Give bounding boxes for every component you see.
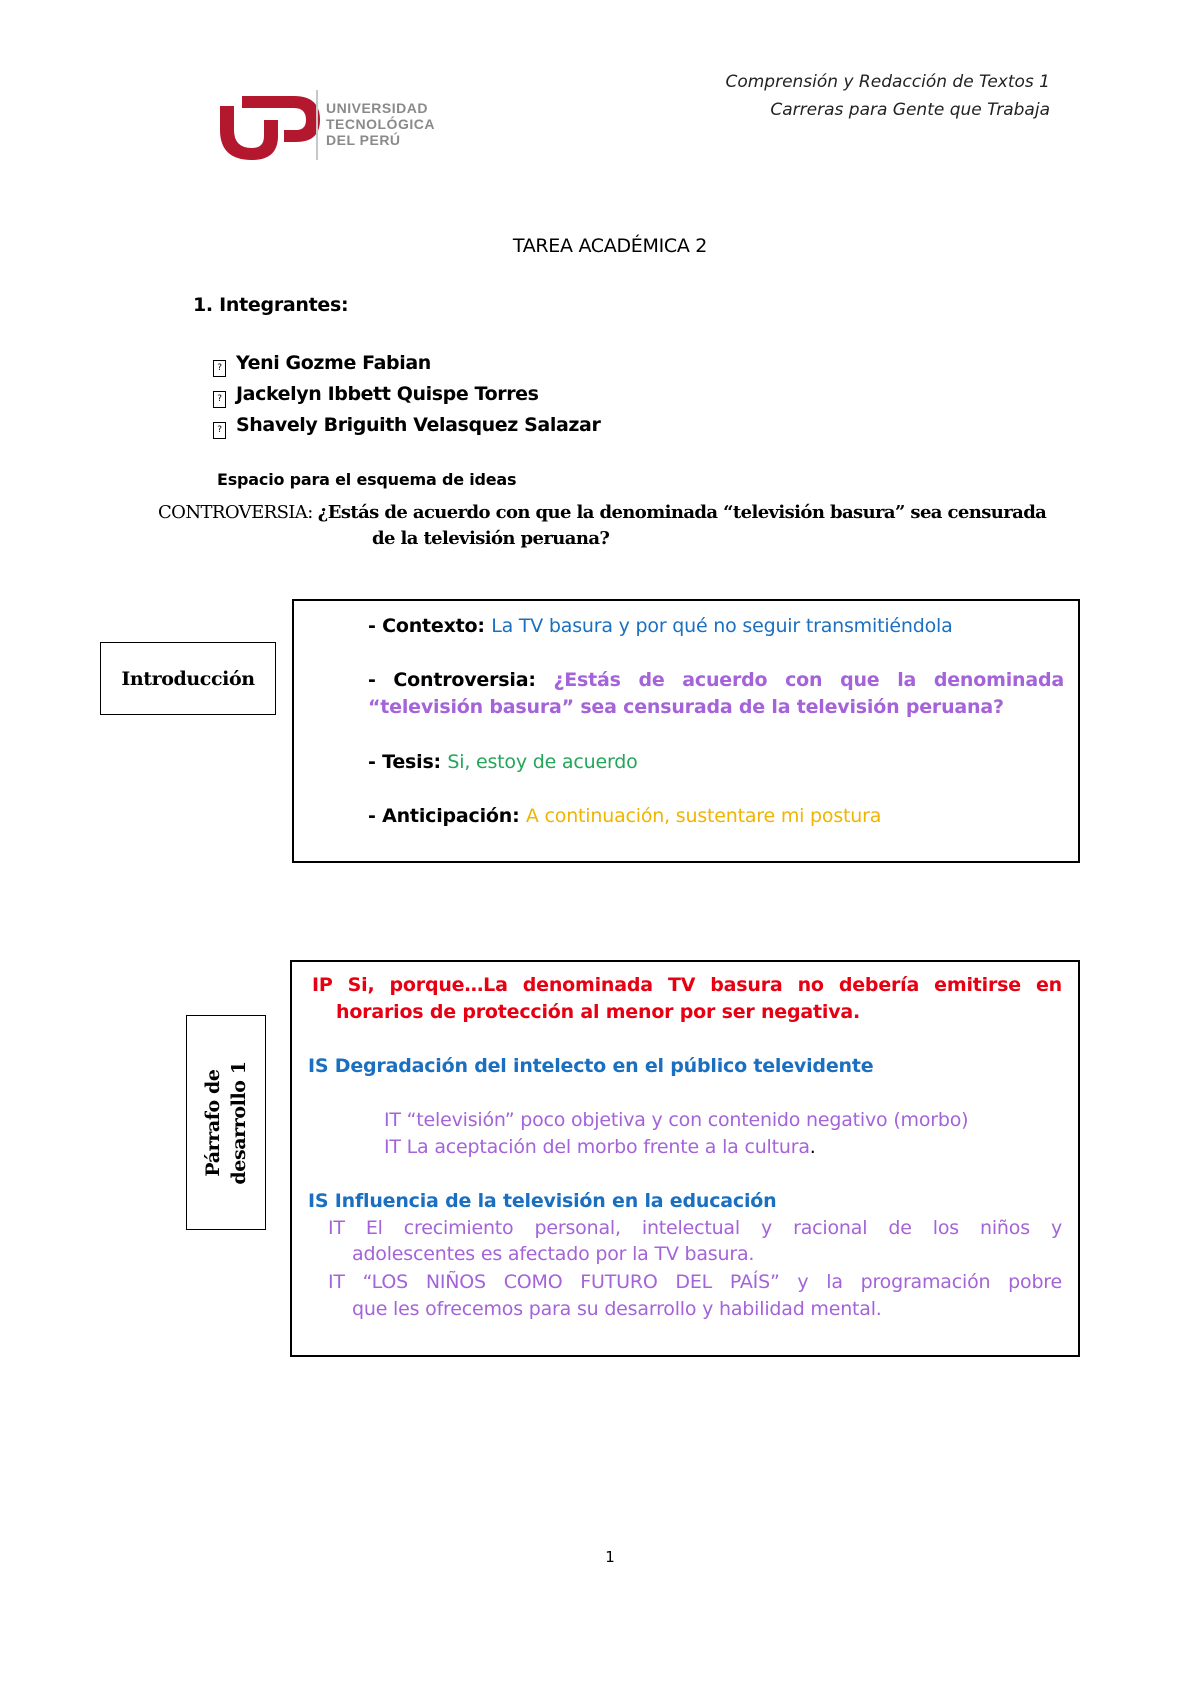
is-line: IS Degradación del intelecto en el público televidente bbox=[308, 1055, 874, 1077]
member-item: ? Yeni Gozme Fabian bbox=[213, 352, 431, 377]
ip-line: IP Si, porque…La denominada TV basura no debería emitirse en bbox=[312, 974, 1062, 996]
is-line: IS Influencia de la televisión en la educación bbox=[308, 1190, 777, 1212]
contexto-line: - Contexto: La TV basura y por qué no seguir transmitiéndola bbox=[368, 615, 953, 637]
tesis-line: - Tesis: Si, estoy de acuerdo bbox=[368, 751, 638, 773]
member-item: ? Jackelyn Ibbett Quispe Torres bbox=[213, 383, 539, 408]
it-line: IT El crecimiento personal, intelectual y racional de los niños y bbox=[328, 1217, 1062, 1239]
section-integrantes: 1. Integrantes: bbox=[193, 294, 349, 316]
espacio-label: Espacio para el esquema de ideas bbox=[217, 470, 517, 489]
it-line-cont: adolescentes es afectado por la TV basura. bbox=[352, 1243, 755, 1265]
course-name: Comprensión y Redacción de Textos 1 bbox=[725, 72, 1050, 92]
it-line: IT “televisión” poco objetiva y con contenido negativo (morbo) bbox=[384, 1109, 969, 1131]
controversia-question-cont: de la televisión peruana? bbox=[372, 528, 610, 549]
parrafo-desarrollo-label: Párrafo de desarrollo 1 bbox=[186, 1015, 266, 1230]
controversia-line: - Controversia: ¿Estás de acuerdo con que la denominada bbox=[368, 669, 1064, 691]
bullet-icon: ? bbox=[213, 360, 226, 377]
page-number: 1 bbox=[605, 1548, 615, 1566]
bullet-icon: ? bbox=[213, 422, 226, 439]
controversia-line-cont: “televisión basura” sea censurada de la televisión peruana? bbox=[368, 696, 1004, 718]
introduccion-box bbox=[292, 599, 1080, 863]
bullet-icon: ? bbox=[213, 391, 226, 408]
parrafo-desarrollo-box bbox=[290, 960, 1080, 1357]
it-line: IT “LOS NIÑOS COMO FUTURO DEL PAÍS” y la programación pobre bbox=[328, 1271, 1062, 1293]
logo-wordmark: UNIVERSIDAD TECNOLÓGICA DEL PERÚ bbox=[326, 100, 435, 148]
ip-line-cont: horarios de protección al menor por ser negativa. bbox=[336, 1001, 861, 1023]
member-item: ? Shavely Briguith Velasquez Salazar bbox=[213, 414, 600, 439]
anticipacion-line: - Anticipación: A continuación, sustentare mi postura bbox=[368, 805, 882, 827]
it-line: IT La aceptación del morbo frente a la cultura. bbox=[384, 1136, 816, 1158]
program-name: Carreras para Gente que Trabaja bbox=[770, 100, 1050, 120]
introduccion-label: Introducción bbox=[100, 642, 276, 715]
it-line-cont: que les ofrecemos para su desarrollo y habilidad mental. bbox=[352, 1298, 882, 1320]
document-title: TAREA ACADÉMICA 2 bbox=[512, 235, 708, 257]
controversia-question: CONTROVERSIA: ¿Estás de acuerdo con que la denominada “televisión basura” sea censurada bbox=[158, 502, 1047, 523]
